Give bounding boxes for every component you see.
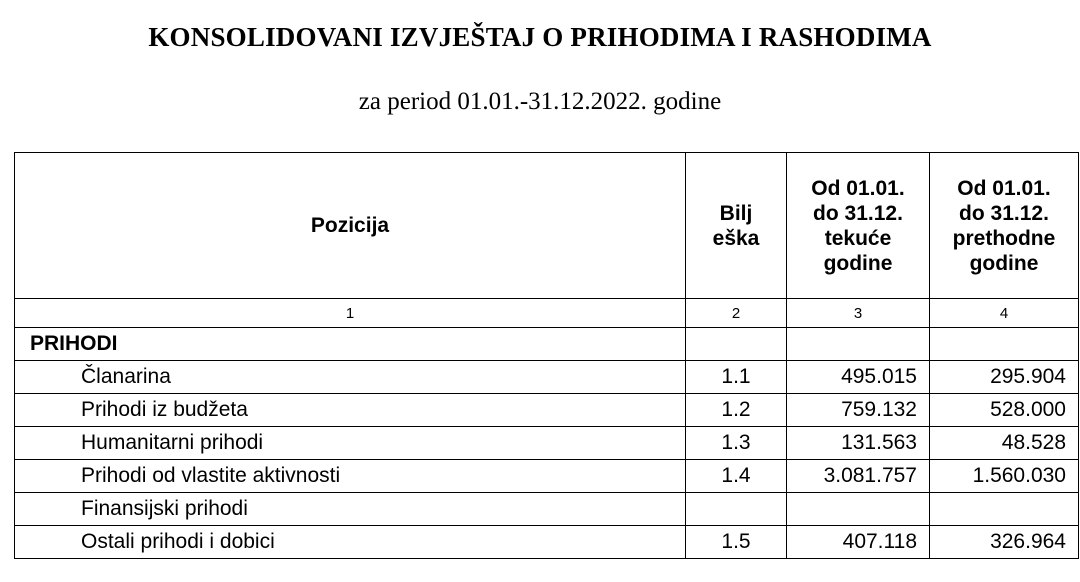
- row-previous-value: 295.904: [930, 361, 1079, 394]
- column-number: 3: [787, 299, 930, 328]
- column-number: 2: [686, 299, 787, 328]
- row-previous-value: 326.964: [930, 526, 1079, 559]
- table-row: [15, 394, 1079, 427]
- row-note: 1.1: [686, 361, 787, 394]
- row-previous-value: 528.000: [930, 394, 1079, 427]
- row-note: 1.5: [686, 526, 787, 559]
- row-current-value: 407.118: [787, 526, 930, 559]
- table-row: [15, 526, 1079, 559]
- row-label: Prihodi od vlastite aktivnosti: [15, 460, 686, 493]
- table-row: [15, 427, 1079, 460]
- section-row-prihodi: [15, 328, 1079, 361]
- header-current-year: Od 01.01. do 31.12. tekuće godine: [787, 153, 930, 299]
- row-label: Humanitarni prihodi: [15, 427, 686, 460]
- empty-cell: [787, 328, 930, 361]
- row-previous-value: 48.528: [930, 427, 1079, 460]
- row-note: 1.2: [686, 394, 787, 427]
- header-previous-year: Od 01.01. do 31.12. prethodne godine: [930, 153, 1079, 299]
- table-row: [15, 493, 1079, 526]
- row-note: 1.4: [686, 460, 787, 493]
- table-row: [15, 361, 1079, 394]
- row-current-value: 495.015: [787, 361, 930, 394]
- table-row: [15, 460, 1079, 493]
- empty-cell: [686, 328, 787, 361]
- row-label: Finansijski prihodi: [15, 493, 686, 526]
- row-label: Ostali prihodi i dobici: [15, 526, 686, 559]
- income-statement-table: [14, 152, 1079, 559]
- row-current-value: 131.563: [787, 427, 930, 460]
- row-note: 1.3: [686, 427, 787, 460]
- section-label: PRIHODI: [15, 328, 686, 361]
- row-current-value: 3.081.757: [787, 460, 930, 493]
- report-period: za period 01.01.-31.12.2022. godine: [358, 88, 722, 115]
- column-number-row: [15, 299, 1079, 328]
- row-current-value: [787, 493, 930, 526]
- column-number: 4: [930, 299, 1079, 328]
- row-previous-value: [930, 493, 1079, 526]
- table-header-row: [15, 153, 1079, 299]
- empty-cell: [930, 328, 1079, 361]
- report-title: KONSOLIDOVANI IZVJEŠTAJ O PRIHODIMA I RASHODIMA: [148, 22, 932, 52]
- row-note: [686, 493, 787, 526]
- row-current-value: 759.132: [787, 394, 930, 427]
- column-number: 1: [15, 299, 686, 328]
- row-previous-value: 1.560.030: [930, 460, 1079, 493]
- row-label: Prihodi iz budžeta: [15, 394, 686, 427]
- row-label: Članarina: [15, 361, 686, 394]
- header-note: Bilj eška: [686, 153, 787, 299]
- header-position: Pozicija: [15, 153, 686, 299]
